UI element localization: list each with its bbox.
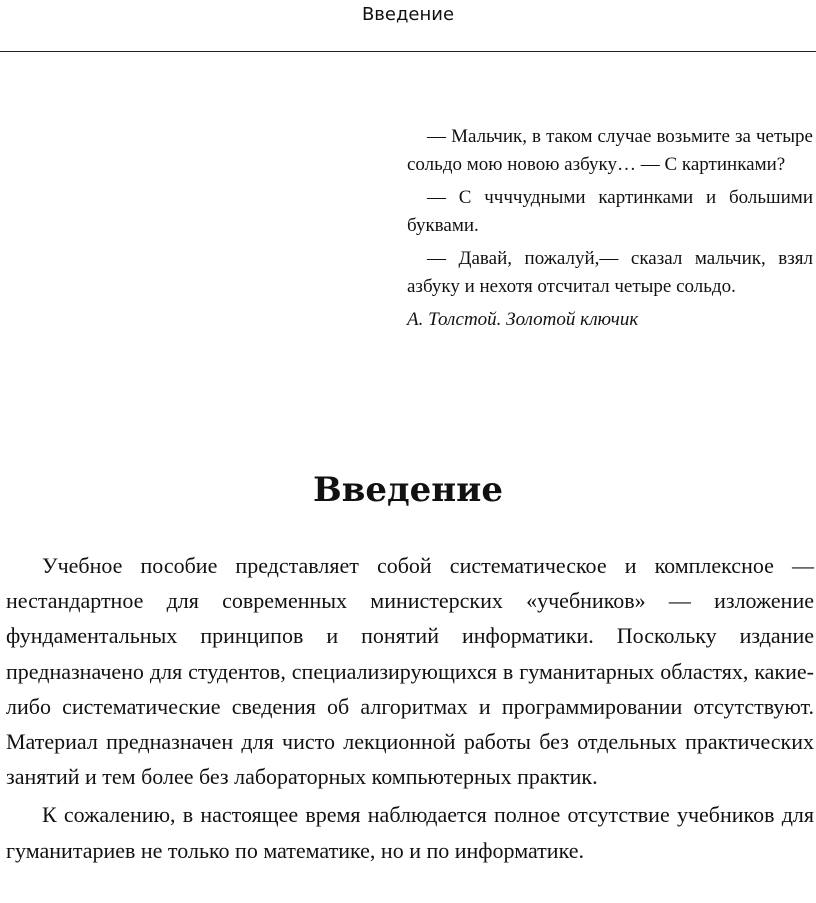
epigraph-line: — Давай, пожалуй,— сказал мальчик, взял азбуку и нехотя отсчитал четыре сольдо. [407,248,813,297]
epigraph-line: — С ччччудными картинками и большими буквами. [407,187,813,236]
chapter-title: Введение [312,470,504,510]
body-text [6,548,814,871]
epigraph-attribution: А. Толстой. Золотой ключик [407,309,639,330]
body-paragraph: Учебное пособие представляет собой систематическое и комплексное — нестандартное для современных министерских «учебников» — изложение фундаментальных принципов и понятий информатики. Поскольку издание предназначено для студентов, специализирующихся в гуманитарных областях, какие-либо систематические сведения об алгоритмах и программировании отсутствуют. Материал предназначен для чисто лекционной работы без отдельных практических занятий и тем более без лабораторных компьютерных практик. [6,553,814,790]
epigraph [407,123,813,339]
running-header-title: Введение [361,4,455,25]
epigraph-line: — Мальчик, в таком случае возьмите за четыре сольдо мою новою азбуку… — С картинками? [407,126,813,175]
header-rule [0,51,816,52]
body-paragraph: К сожалению, в настоящее время наблюдается полное отсутствие учебников для гуманитариев не только по математике, но и по информатике. [6,802,814,863]
